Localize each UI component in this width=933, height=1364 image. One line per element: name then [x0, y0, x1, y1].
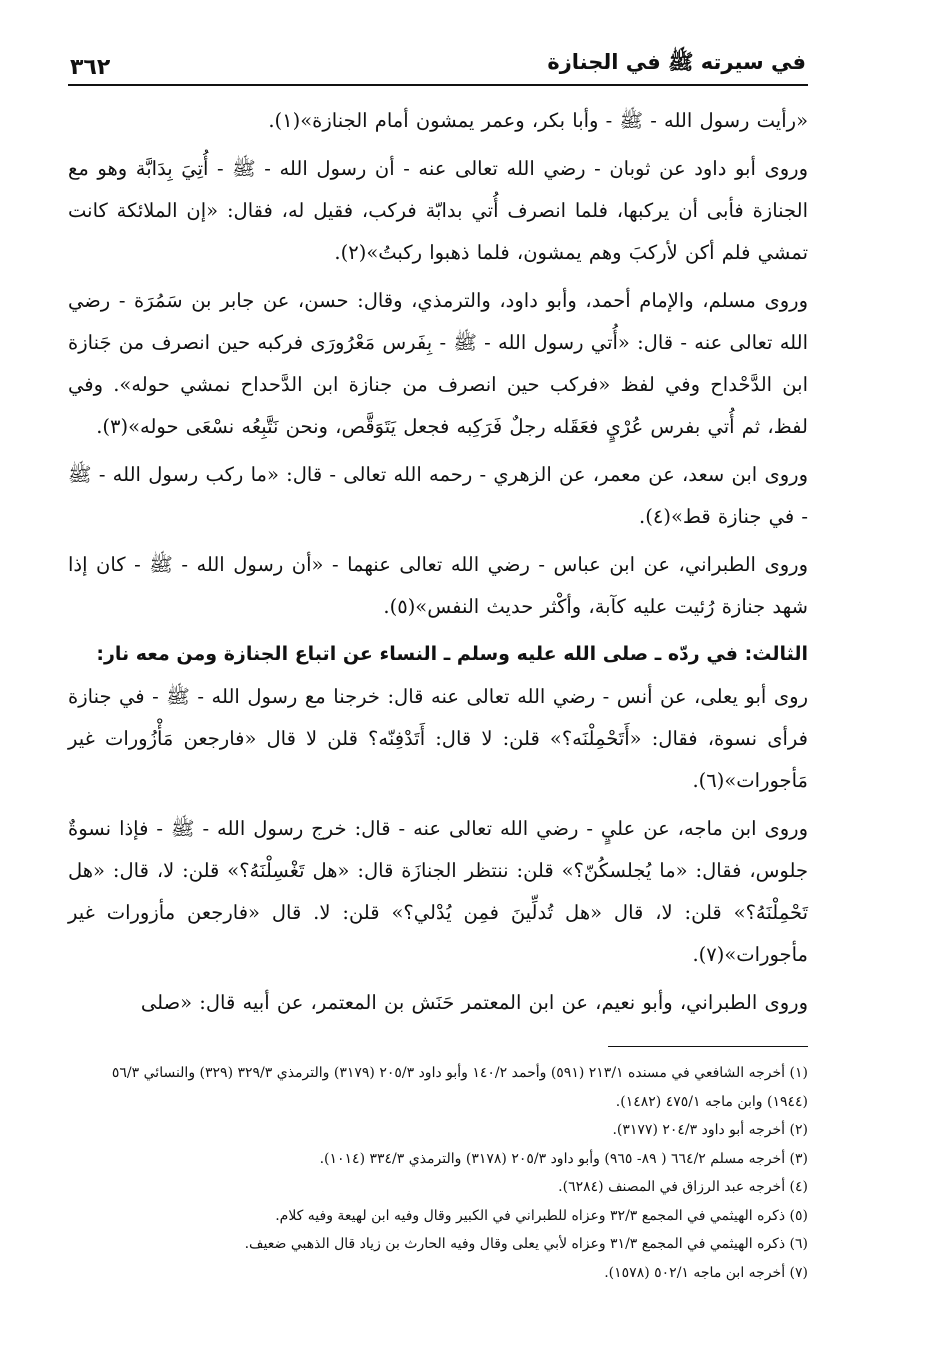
main-text [68, 100, 808, 1024]
paragraph: «رأيت رسول الله - ﷺ - وأبا بكر، وعمر يمشون أمام الجنازة»(١). [268, 109, 808, 132]
footnote: (٢) أخرجه أبو داود ٢٠٤/٣ (٣١٧٧). [612, 1122, 808, 1138]
paragraph: وروى ابن ماجه، عن عليٍ - رضي الله تعالى عنه - قال: خرج رسول الله - ﷺ - فإذا نسوةٌ جلوس، فقال: «ما يُجلسكُنّ؟» قلن: ننتظر الجنازَة قال: «هل تَغْسِلْنَهُ؟» قلن: لا، قال: «هل تَحْمِلْنَهُ؟» قلن: لا، قال «هل تُدلِّينَ فمِن يُدْلي؟» قلن: لا. قال «فارجعن مأزورات غير مأجورات»(٧). [68, 817, 808, 966]
paragraph: وروى الطبراني، عن ابن عباس - رضي الله تعالى عنهما - «أن رسول الله - ﷺ - كان إذا شهد جنازة رُئيت عليه كآبة، وأكْثر حديث النفس»(٥). [68, 553, 808, 618]
page-number: ٣٦٢ [70, 55, 111, 80]
footnote: (٥) ذكره الهيثمي في المجمع ٣٢/٣ وعزاه للطبراني في الكبير وقال وفيه ابن لهيعة وفيه كلام. [275, 1207, 808, 1224]
footnote: (٣) أخرجه مسلم ٦٦٤/٢ ( ٨٩- ٩٦٥) وأبو داود ٢٠٥/٣ (٣١٧٨) والترمذي ٣٣٤/٣ (١٠١٤). [319, 1150, 808, 1167]
running-title: في سيرته ﷺ في الجنازة [547, 50, 806, 74]
paragraph: وروى الطبراني، وأبو نعيم، عن ابن المعتمر حَنَش بن المعتمر، عن أبيه قال: «صلى [140, 991, 808, 1014]
paragraph: روى أبو يعلى، عن أنس - رضي الله تعالى عنه قال: خرجنا مع رسول الله - ﷺ - في جنازة فرأى نسوة، فقال: «أَتَحْمِلْنَه؟» قلن: لا قال: أَتَدْفِنّه؟ قلن لا قال «فارجعن مَأْزُورات غير مَأجورات»(٦). [68, 685, 808, 792]
footnotes [68, 1059, 808, 1287]
footnote: (٤) أخرجه عبد الرزاق في المصنف (٦٢٨٤). [558, 1179, 808, 1195]
footnote: (١) أخرجه الشافعي في مسنده ٢١٣/١ (٥٩١) وأحمد ١٤٠/٢ وأبو داود ٢٠٥/٣ (٣١٧٩) والترمذي ٣٢٩/٣ (٣٢٩) والنسائي ٥٦/٣ (١٩٤٤) وابن ماجه ٤٧٥/١ (١٤٨٢). [111, 1065, 808, 1110]
paragraph: وروى مسلم، والإمام أحمد، وأبو داود، والترمذي، وقال: حسن، عن جابر بن سَمُرَة - رضي الله تعالى عنه - قال: «أُتي رسول الله - ﷺ - بِفَرس مَعْرُورَى فركبه حين انصرف من جَنازة ابن الدَّحْداح وفي لفظ «فركب حين انصرف من جنازة ابن الدَّحداح نمشي حوله». وفي لفظ، ثم أُتي بفرس عُرْيٍ فعَقَله رجلٌ فَرَكِبه فجعل يَتَوَقَّص، ونحن نَتَّبِعُه نسْعَى حوله»(٣). [68, 289, 808, 438]
footnote: (٦) ذكره الهيثمي في المجمع ٣١/٣ وعزاه لأبي يعلى وقال وفيه الحارث بن زياد قال الذهبي ضعيف. [244, 1236, 808, 1252]
paragraph: وروى أبو داود عن ثوبان - رضي الله تعالى عنه - أن رسول الله - ﷺ - أُتِيَ بِدَابَّة وهو مع الجنازة فأبى أن يركبها، فلما انصرف أُتي بدابّة فركب، فقيل له، فقال: «إن الملائكة كانت تمشي فلم أكن لأركبَ وهم يمشون، فلما ذهبوا ركبتُ»(٢). [68, 157, 808, 264]
footnote-separator [608, 1046, 808, 1047]
paragraph: وروى ابن سعد، عن معمر، عن الزهري - رحمه الله تعالى - قال: «ما ركب رسول الله - ﷺ - في جنازة قط»(٤). [68, 463, 808, 528]
section-heading: الثالث: في ردّه ـ صلى الله عليه وسلم ـ النساء عن اتباع الجنازة ومن معه نار: [96, 643, 808, 665]
page-header [68, 44, 808, 86]
footnote: (٧) أخرجه ابن ماجه ٥٠٢/١ (١٥٧٨). [604, 1264, 808, 1281]
book-page [68, 44, 808, 1344]
